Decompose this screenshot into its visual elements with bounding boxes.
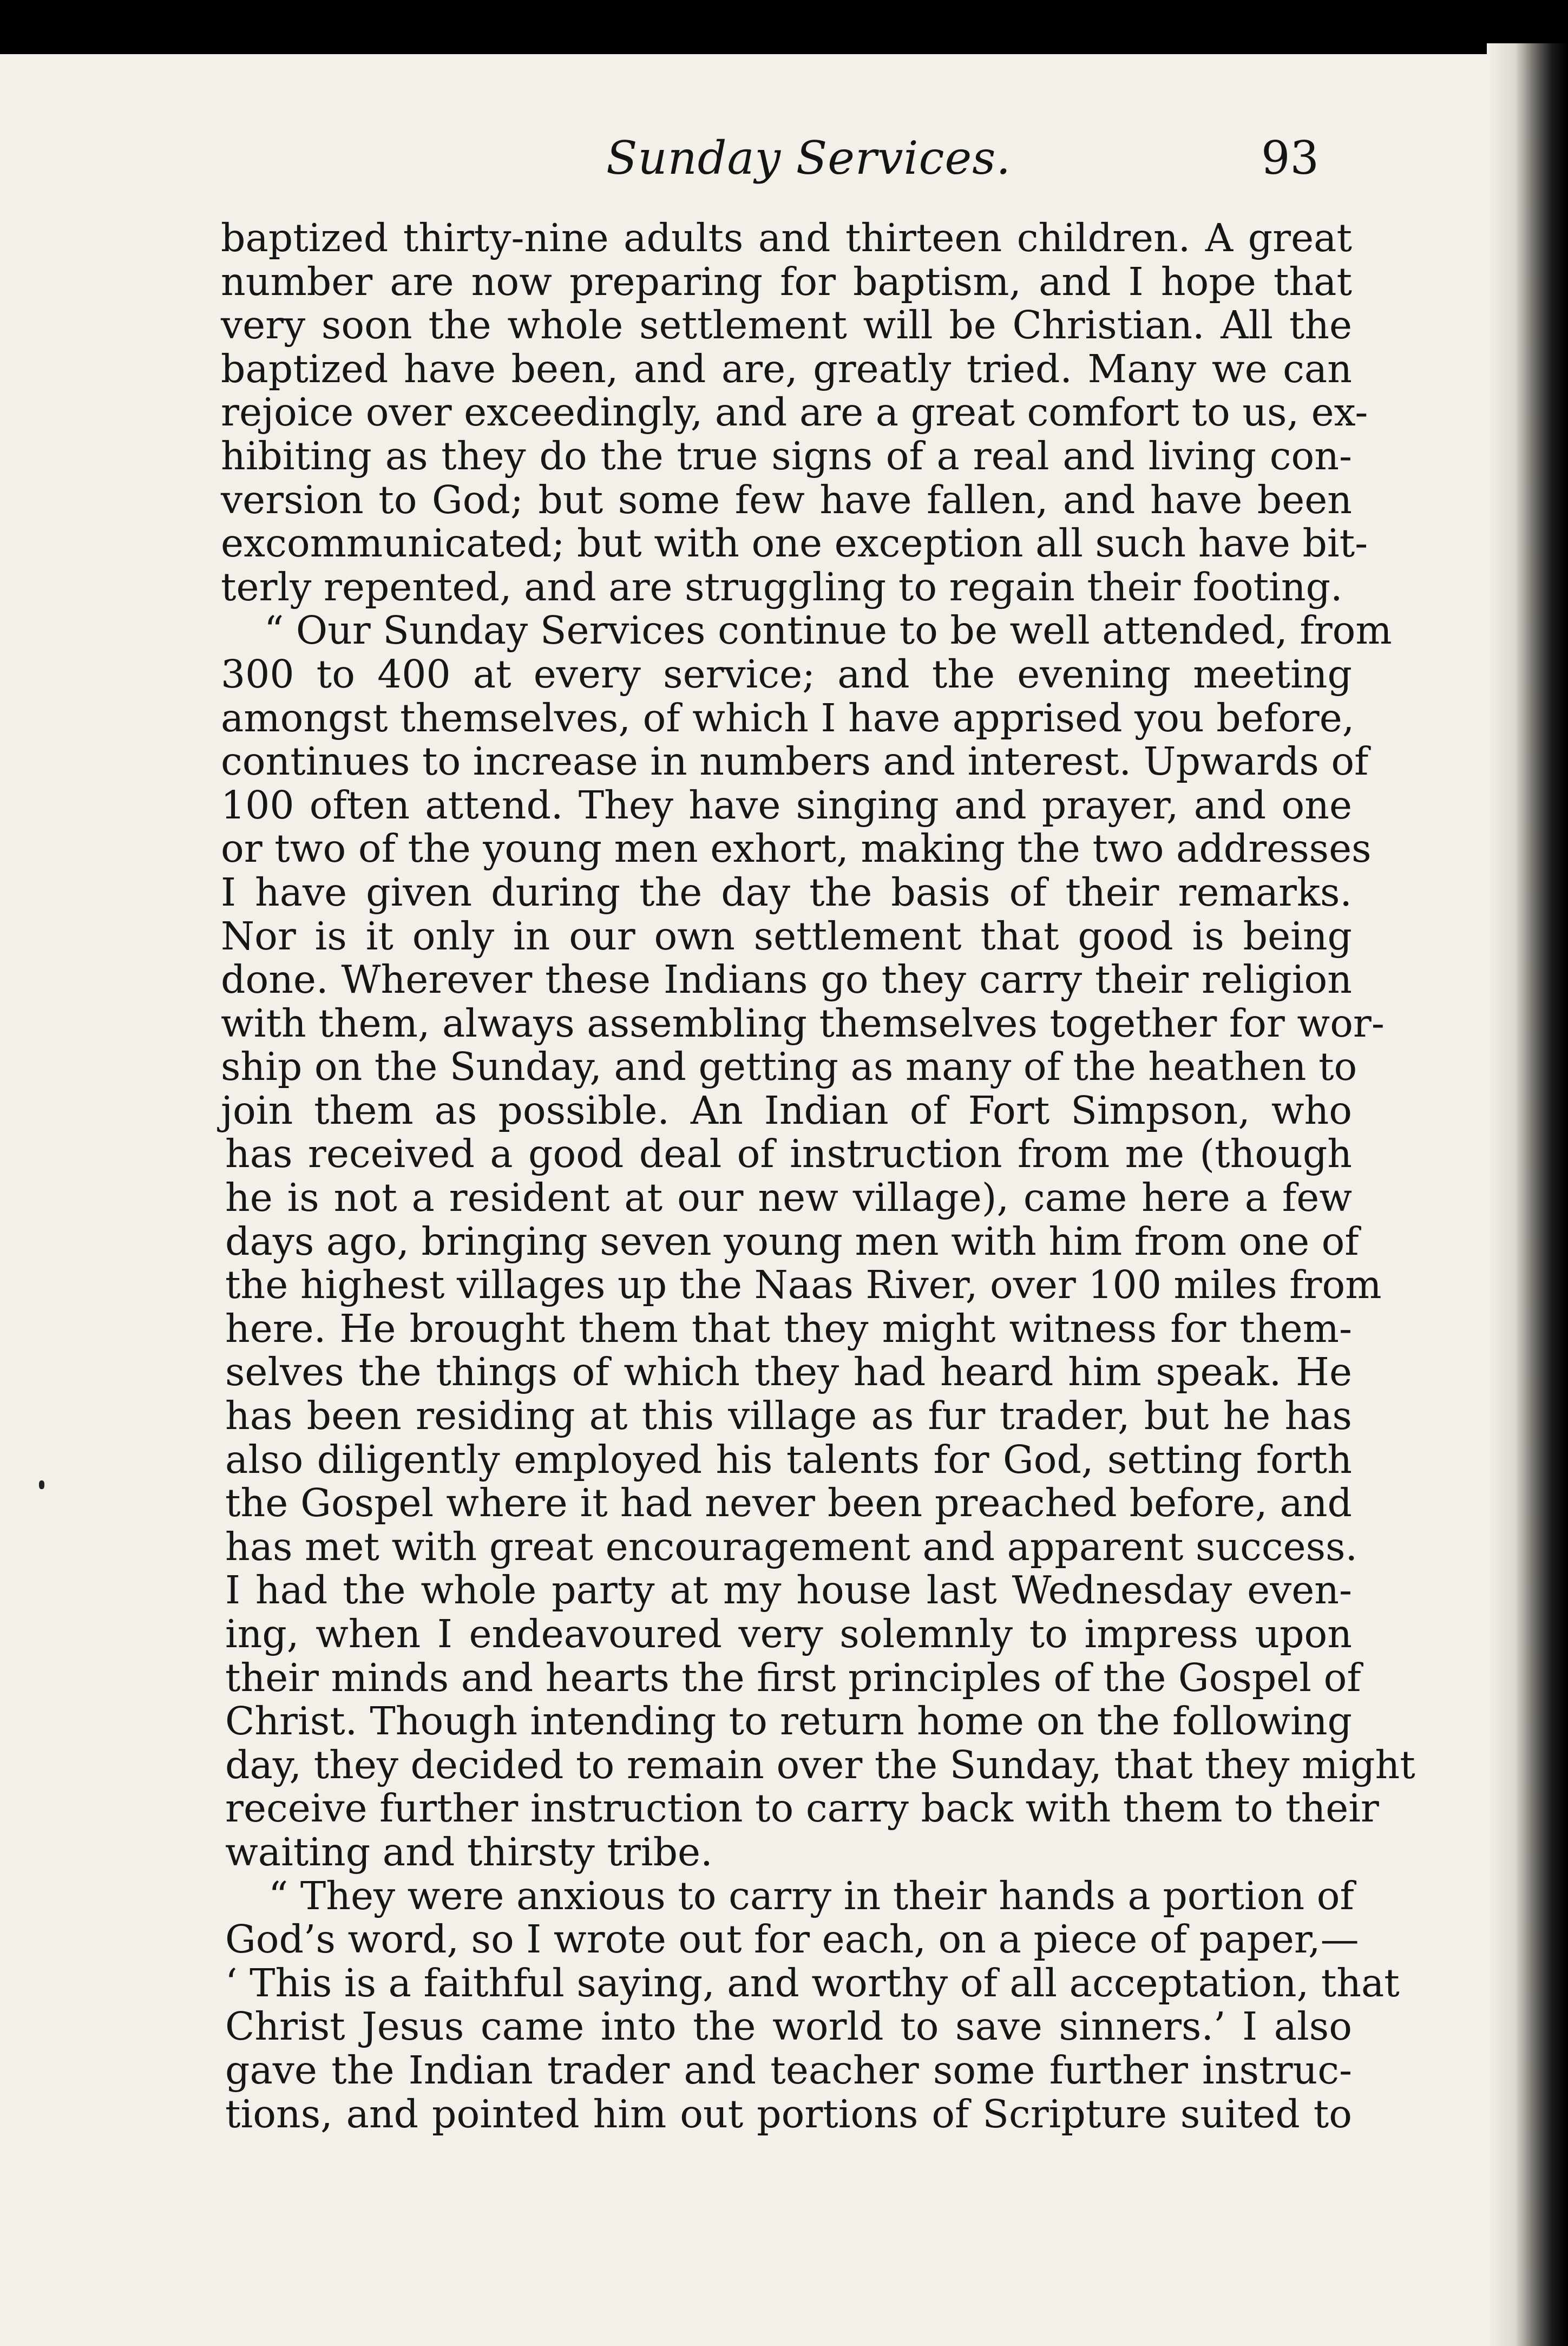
text-line: days ago, bringing seven young men with him from one of bbox=[225, 1218, 1359, 1264]
text-line: ing, when I endeavoured very solemnly to impress upon bbox=[225, 1611, 1352, 1656]
text-line: he is not a resident at our new village), came here a few bbox=[225, 1175, 1352, 1221]
text-line: or two of the young men exhort, making the two addresses bbox=[221, 826, 1372, 871]
text-line: has received a good deal of instruction from me (though bbox=[225, 1131, 1352, 1177]
text-line: amongst themselves, of which I have apprised you before, bbox=[221, 695, 1355, 741]
text-line: the highest villages up the Naas River, over 100 miles from bbox=[225, 1262, 1382, 1308]
text-line: rejoice over exceedingly, and are a great comfort to us, ex- bbox=[221, 390, 1368, 435]
text-line: gave the Indian trader and teacher some further instruc- bbox=[225, 2047, 1352, 2093]
text-line: tions, and pointed him out portions of Scripture suited to bbox=[225, 2091, 1352, 2137]
text-line: Nor is it only in our own settlement that good is being bbox=[221, 913, 1352, 959]
text-line: day, they decided to remain over the Sunday, that they might bbox=[225, 1742, 1415, 1787]
text-line: hibiting as they do the true signs of a real and living con- bbox=[221, 433, 1352, 479]
page-number: 93 bbox=[1261, 132, 1319, 185]
text-line: terly repented, and are struggling to regain their footing. bbox=[221, 564, 1343, 610]
text-line: done. Wherever these Indians go they carry their religion bbox=[221, 957, 1352, 1002]
text-line: version to God; but some few have fallen, and have been bbox=[221, 477, 1352, 522]
running-head: Sunday Services. bbox=[606, 132, 1012, 185]
text-line: the Gospel where it had never been preached before, and bbox=[225, 1480, 1352, 1526]
text-line: number are now preparing for baptism, and I hope that bbox=[221, 259, 1352, 304]
text-line: 100 often attend. They have singing and prayer, and one bbox=[221, 782, 1352, 828]
text-line: God’s word, so I wrote out for each, on a piece of paper,— bbox=[225, 1917, 1359, 1962]
text-line: waiting and thirsty tribe. bbox=[225, 1829, 713, 1875]
text-line: ship on the Sunday, and getting as many of the heathen to bbox=[221, 1044, 1357, 1090]
text-line: baptized have been, and are, greatly tried. Many we can bbox=[221, 346, 1352, 391]
text-line: also diligently employed his talents for God, setting forth bbox=[225, 1437, 1352, 1482]
text-line: receive further instruction to carry back with them to their bbox=[225, 1786, 1379, 1831]
text-line: with them, always assembling themselves together for wor- bbox=[221, 1000, 1385, 1046]
text-line: here. He brought them that they might witness for them- bbox=[225, 1306, 1352, 1351]
page-header bbox=[0, 126, 1568, 201]
text-line: has met with great encouragement and apparent success. bbox=[225, 1524, 1358, 1569]
text-line: selves the things of which they had heard him speak. He bbox=[225, 1349, 1352, 1395]
text-line: 300 to 400 at every service; and the evening meeting bbox=[221, 651, 1352, 697]
text-line: Christ. Though intending to return home on the following bbox=[225, 1699, 1352, 1744]
body-text bbox=[221, 215, 1415, 2137]
text-line: very soon the whole settlement will be Christian. All the bbox=[221, 303, 1352, 348]
text-line: I have given during the day the basis of their remarks. bbox=[221, 869, 1352, 915]
text-line: “ They were anxious to carry in their hands a portion of bbox=[268, 1873, 1354, 1918]
text-line: “ Our Sunday Services continue to be well attended, from bbox=[264, 608, 1392, 653]
text-line: their minds and hearts the first principles of the Gospel of bbox=[225, 1655, 1361, 1700]
text-line: ‘ This is a faithful saying, and worthy of all acceptation, that bbox=[225, 1960, 1400, 2006]
text-line: baptized thirty-nine adults and thirteen children. A great bbox=[221, 215, 1352, 260]
text-line: continues to increase in numbers and interest. Upwards of bbox=[221, 739, 1369, 784]
ink-speck bbox=[39, 1480, 44, 1489]
text-line: has been residing at this village as fur trader, but he has bbox=[225, 1393, 1352, 1439]
text-line: Christ Jesus came into the world to save sinners.’ I also bbox=[225, 2004, 1352, 2049]
text-line: excommunicated; but with one exception all such have bit- bbox=[221, 521, 1368, 566]
page-edge-shadow bbox=[1487, 43, 1568, 2346]
text-line: join them as possible. An Indian of Fort Simpson, who bbox=[221, 1087, 1352, 1133]
text-line: I had the whole party at my house last Wednesday even- bbox=[225, 1568, 1352, 1613]
